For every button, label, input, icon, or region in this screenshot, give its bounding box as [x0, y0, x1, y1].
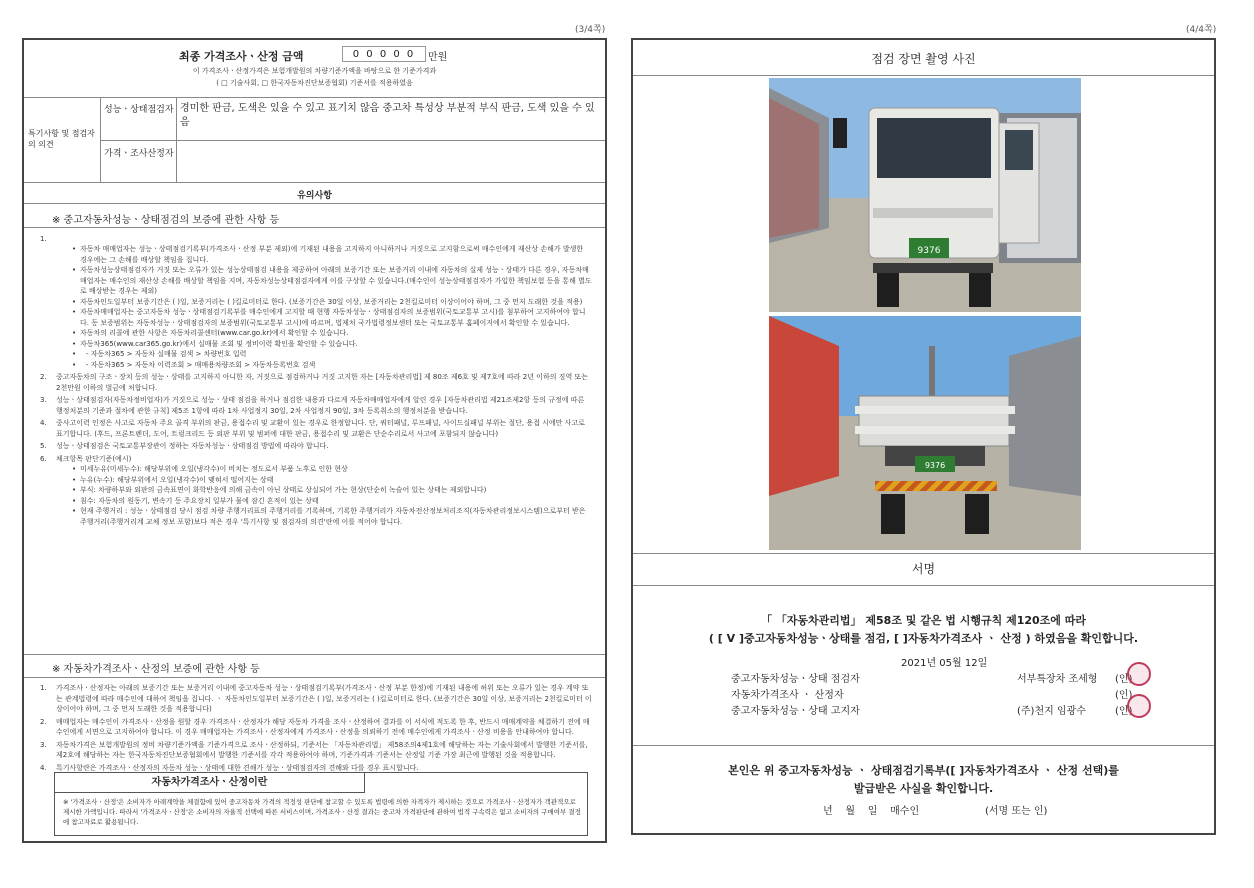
signer-role: 자동차가격조사 ㆍ 산정자 — [731, 690, 844, 701]
seal-stamp-icon — [1127, 694, 1151, 718]
truck-rear-illustration — [769, 316, 1081, 550]
s1-item-1 — [40, 234, 592, 370]
item-number: 1. — [40, 235, 47, 243]
plate-number-front: 9376 — [917, 246, 941, 256]
perf-inspector-label: 성능ㆍ상태점검자 — [104, 105, 174, 115]
price-definition-box — [54, 772, 588, 836]
numbered-item — [40, 395, 592, 416]
item-text: 가격조사ㆍ산정자는 아래의 보증기간 또는 보증거리 이내에 중고자동차 성능ㆍ상태점검기록부(가격조사ㆍ산정 부분 한정)에 기재된 내용에 허위 또는 오류가 있는 경우 계약 또는 관계법령에 따라 매수인에 대하여 책임을 집니다. ㆍ 자동차인도일부터 보증기간은 ( )일, 보증거리는 ( )킬로미터로 한다. (보증기간은 30일 이상, 보증거리는 2천킬로미터 이상이어야 하며, 그 중 먼저 도래한 것을 적용합니다) — [56, 684, 592, 713]
special-remarks-label: 특기사항 및 점검자의 의견 — [28, 129, 95, 149]
notes-title: 유의사항 — [297, 191, 332, 201]
item-number: 3. — [40, 396, 47, 404]
item-text: 중사고이력 인정은 사고로 자동차 주요 골격 부위의 판금, 용접수리 및 교환이 있는 경우로 한정합니다. 단, 쿼터패널, 루프패널, 사이드실패널 부위는 절단, 용접 시에만 사고로 표기합니다. (후드, 프론트펜더, 도어, 트렁크리드 등 외판 부위 및 범퍼에 대한 판금, 용접수리 및 교환은 단순수리로서 사고에 포함되지 않습니다) — [56, 419, 585, 438]
divider — [24, 227, 605, 228]
bullet-item: • 부식: 차량하부와 외판의 금속표면이 화학반응에 의해 금속이 아닌 상태로 상실되어 가는 현상(단순히 녹슬어 있는 상태는 제외합니다) — [80, 485, 592, 496]
bullet-item: • 누유(누수): 해당부위에서 오일(냉각수)이 맺혀서 떨어지는 상태 — [80, 475, 592, 486]
item-number: 5. — [40, 442, 47, 450]
signer-name: (주)천지 임광수 — [1017, 706, 1086, 717]
price-unit: 만원 — [428, 52, 448, 63]
bullet-item: • 자동차성능상태점검자가 거짓 또는 오류가 있는 성능상태점검 내용을 제공하여 아래의 보증기간 또는 보증거리 이내에 자동차의 실제 성능ㆍ상태가 다른 경우, 자동차매매업자는 매수인의 재산상 손해를 배상할 책임을 지며, 자동차성능상태점검자에게 이를 구상할 수 있습니다.(매수인이 성능상태점검자가 가입한 책임보험 등을 통해 별도로 배상받는 경우는 제외) — [80, 265, 592, 297]
photo-section-title: 점검 장면 촬영 사진 — [871, 52, 976, 66]
divider — [24, 203, 605, 204]
bullet-item: • 자동차의 리콜에 관한 사항은 자동차리콜센터(www.car.go.kr)에서 확인할 수 있습니다. — [80, 328, 592, 339]
numbered-item — [40, 418, 592, 439]
price-definition-text: ※ '가격조사ㆍ산정'은 소비자가 아래계약을 체결함에 있어 중고자동차 가격의 적정성 판단에 참고할 수 있도록 법령에 의한 자격자가 제시하는 것으로 가격조사ㆍ산정자가 객관적으로 제시한 가액입니다. 따라서 '가격조사ㆍ산정'은 소비자의 자율적 선택에 따른 서비스이며, 가격조사ㆍ산정 결과는 중고차 가격판단에 관하여 법적 구속력은 없고 소비자의 구매여부 결정에 참고자료로 활용됩니다. — [63, 798, 581, 826]
buyer-sign-field[interactable]: (서명 또는 인) — [985, 806, 1048, 817]
item-text: 자동차가격은 보험개발원의 정비 차량기준가액을 기준가격으로 조사ㆍ산정하되, 기준서는 「자동차관리법」 제58조의4제1호에 해당하는 자는 기술사회에서 발행한 기준서를, 제2호에 해당하는 자는 한국자동차진단보증협회에서 발행한 기준서를 각각 적용하여야 하며, 기준가격과 기준서는 산정일 기준 가장 최근에 발행된 것을 적용합니다. — [56, 740, 588, 759]
law-statement-line2: ( [ V ]중고자동차성능ㆍ상태를 점검, [ ]자동차가격조사 ㆍ 산정 ) 하였음을 확인합니다. — [708, 632, 1139, 645]
numbered-item — [40, 717, 592, 738]
signer-mark: (인) — [1115, 690, 1133, 701]
price-assessor-label: 가격ㆍ조사산정자 — [104, 149, 174, 159]
item-text: 매매업자는 매수인이 가격조사ㆍ산정을 원할 경우 가격조사ㆍ산정자가 해당 자동차 가격을 조사ㆍ산정하여 결과를 이 서식에 적도록 한 후, 반드시 매매계약을 체결하기 전에 매수인에게 서면으로 고지하여야 합니다. 이 경우 매매업자는 가격조사ㆍ산정자에게 가격조사ㆍ산정을 의뢰하기 전에 매수인에게 가격조사ㆍ산정 비용을 안내하여야 합니다. — [56, 717, 590, 736]
sign-date: 2021년 05월 12일 — [901, 658, 988, 669]
law-statement-line1: 「 「자동차관리법」 제58조 및 같은 법 시행규칙 제120조에 따라 — [760, 614, 1087, 627]
item-number: 2. — [40, 373, 47, 381]
divider — [633, 553, 1214, 554]
bullet-item: • 미세누유(미세누수): 해당부위에 오일(냉각수)이 비치는 정도로서 부품 노후로 인한 현상 — [80, 464, 592, 475]
bullet-item: • 자동차 매매업자는 성능ㆍ상태점검기록부(가격조사ㆍ산정 부분 제외)에 기재된 내용을 고지하지 아니하거나 거짓으로 고지함으로써 매수인에게 재산상 손해가 발생한 경우에는 그 손해를 배상할 책임을 집니다. — [80, 244, 592, 265]
right-page-number: (4/4쪽) — [1186, 25, 1217, 35]
inspection-photo-rear — [769, 316, 1081, 550]
bullet-item: • - 자동차365 > 자동차 실매물 검색 > 차량번호 입력 — [80, 349, 592, 360]
item-number: 1. — [40, 684, 47, 692]
price-definition-title: 자동차가격조사ㆍ산정이란 — [55, 773, 365, 793]
bullet-item: • 자동차인도일부터 보증기간은 ( )일, 보증거리는 ( )킬로미터로 한다. (보증기간은 30일 이상, 보증거리는 2천킬로미터 이상이어야 하며, 그 중 먼저 도래한 것을 적용) — [80, 297, 592, 308]
seal-stamp-icon — [1127, 662, 1151, 686]
special-remarks-table — [24, 98, 605, 182]
numbered-item — [40, 683, 592, 715]
item-number: 4. — [40, 763, 47, 772]
signer-mark: (인) — [1115, 674, 1133, 685]
bullet-item: • 자동차365(www.car365.go.kr)에서 실매물 조회 및 정비이력 확인을 확인할 수 있습니다. — [80, 339, 592, 350]
divider — [100, 140, 605, 141]
price-note-2: ( □ 기술사회, □ 한국자동차진단보증협회) 기준서를 적용하였음 — [216, 79, 413, 87]
price-title: 최종 가격조사ㆍ산정 금액 — [179, 50, 304, 63]
s1-item1-bullets — [56, 234, 592, 370]
divider — [24, 677, 605, 678]
divider — [24, 654, 605, 655]
price-header — [24, 40, 605, 96]
s1-item6-bullets — [40, 464, 592, 527]
item-number: 4. — [40, 419, 47, 427]
left-page — [22, 38, 607, 843]
buyer-confirm-line1: 본인은 위 중고자동차성능 ㆍ 상태점검기록부([ ]자동차가격조사 ㆍ 산정 선택)를 — [728, 764, 1119, 777]
buyer-date-line: 년 월 일 매수인 — [823, 806, 920, 817]
bullet-item: • 현재 주행거리 : 성능ㆍ상태점검 당시 점검 차량 주행거리표의 주행거리를 기록하며, 기록한 주행거리가 자동차전산정보처리조직(자동차관리정보시스템)으로부터 받은 주행거리(주행거리계 교체 정보 포함)보다 적은 경우 '특기사항 및 점검자의 의견'란에 이를 적어야 합니다. — [80, 506, 592, 527]
item-number: 3. — [40, 740, 47, 749]
item-text: 중고자동차의 구조ㆍ장치 등의 성능ㆍ상태를 고지하지 아니한 자, 거짓으로 점검하거나 거짓 고지한 자는 [자동차관리법] 제 80조 제6호 및 제7호에 따라 2년 이하의 징역 또는 2천만원 이하의 벌금에 처합니다. — [56, 373, 588, 392]
item-text: 성능ㆍ상태점검자(자동차정비업자)가 거짓으로 성능ㆍ상태 점검을 하거나 점검한 내용과 다르게 자동차매매업자에게 알린 경우 [자동차관리법 제21조제2항 등의 규정에 따른 행정처분의 기준과 절차에 관한 규칙] 제5조 1항에 따라 1차 사업정지 30일, 2차 사업정지 90일, 3차 등록취소의 행정처분을 받습니다. — [56, 396, 585, 415]
section1-title: ※ 중고자동차성능ㆍ상태점검의 보증에 관한 사항 등 — [52, 215, 280, 226]
perf-inspector-opinion: 경미한 판금, 도색은 있을 수 있고 표기치 않음 중고차 특성상 부분적 부식 판금, 도색 있을 수 있음 — [180, 103, 595, 128]
divider — [24, 182, 605, 183]
signature-section-title: 서명 — [911, 562, 936, 576]
numbered-item — [40, 441, 592, 452]
bullet-item: • - 자동차365 > 자동차 이력조회 > 매매용차량조회 > 자동차등록번호 검색 — [80, 360, 592, 371]
section2-body — [40, 683, 592, 775]
bullet-item: • 자동차매매업자는 중고자동차 성능ㆍ상태점검기록부를 매수인에게 고지할 때 현행 자동차성능ㆍ상태점검자의 보증범위(국토교통부 고시)를 첨부하여 고지하여야 합니다. 동 보증범위는 자동차성능ㆍ상태점검자의 보증범위(국토교통부 고시)에 따르며, 법제처 국가법령정보센터 또는 국토교통부 홈페이지에서 확인할 수 있습니다. — [80, 307, 592, 328]
divider — [633, 75, 1214, 76]
truck-front-illustration — [769, 78, 1081, 312]
s1-items — [40, 372, 592, 464]
item-number: 2. — [40, 717, 47, 726]
plate-number-rear: 9376 — [924, 461, 946, 470]
numbered-item — [40, 454, 592, 465]
section2-title: ※ 자동차가격조사ㆍ산정의 보증에 관한 사항 등 — [52, 664, 260, 675]
numbered-item — [40, 372, 592, 393]
signer-mark: (인) — [1115, 706, 1133, 717]
left-page-number: (3/4쪽) — [575, 25, 606, 35]
numbered-item — [40, 740, 592, 761]
signer-role: 중고자동차성능ㆍ상태 고지자 — [731, 706, 860, 717]
inspection-photo-front — [769, 78, 1081, 312]
divider — [633, 745, 1214, 746]
signer-role: 중고자동차성능ㆍ상태 점검자 — [731, 674, 860, 685]
item-text: 특기사항란은 가격조사ㆍ산정자의 자동차 성능ㆍ상태에 대한 견해가 성능ㆍ상태점검자의 견해와 다를 경우 표시합니다. — [56, 763, 419, 772]
divider — [633, 585, 1214, 586]
item-number: 6. — [40, 454, 47, 463]
section1-body — [40, 234, 592, 527]
buyer-confirm-line2: 발급받은 사실을 확인합니다. — [853, 782, 994, 795]
price-digits-box: 0 0 0 0 0 — [342, 46, 426, 62]
item-text: 체크항목 판단기준(예시) — [56, 454, 132, 463]
signer-name: 서부특장차 조세형 — [1017, 674, 1098, 685]
bullet-item: • 침수: 자동차의 원동기, 변속기 등 주요장치 일부가 물에 잠긴 흔적이 있는 상태 — [80, 496, 592, 507]
price-note-1: 이 가격조사ㆍ산정가격은 보험개발원의 차량기준가액을 바탕으로 한 기준가격과 — [192, 67, 437, 75]
item-text: 성능ㆍ상태점검은 국토교통부장관이 정하는 자동차성능ㆍ상태점검 방법에 따라야 합니다. — [56, 442, 329, 450]
right-page — [631, 38, 1216, 835]
